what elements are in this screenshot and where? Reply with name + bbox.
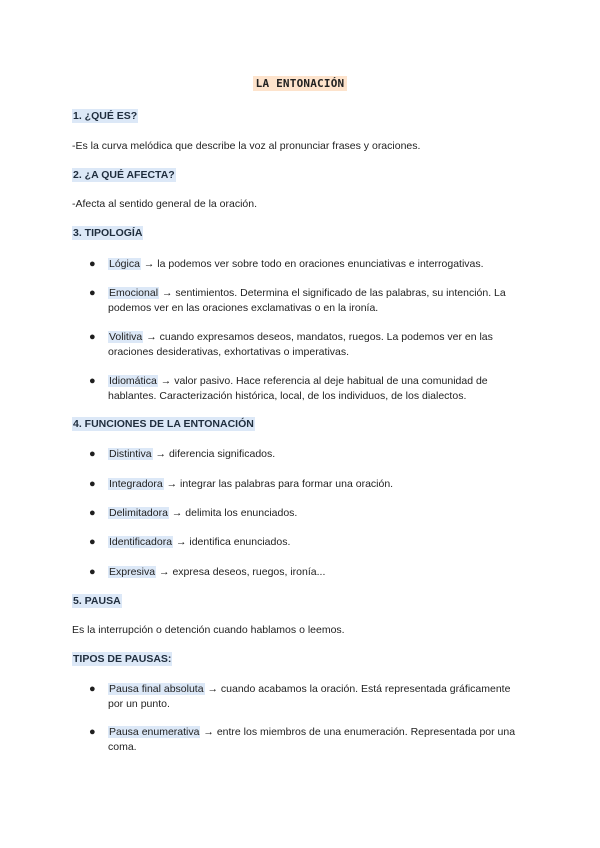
list-item-text: → delimita los enunciados. bbox=[168, 507, 298, 519]
bullet-icon: ● bbox=[89, 683, 96, 695]
section-heading-que-es: 1. ¿QUÉ ES? bbox=[73, 110, 138, 122]
section-heading-a-que-afecta: 2. ¿A QUÉ AFECTA? bbox=[73, 169, 175, 181]
list-item bbox=[89, 565, 528, 580]
list-item-text: → cuando expresamos deseos, mandatos, ruegos. La podemos ver en las oraciones desiderativas, exhortativas o imperativas. bbox=[108, 331, 493, 358]
list-item-text: → sentimientos. Determina el significado de las palabras, su intención. La podemos ver en las oraciones exclamativas o en la ironía. bbox=[108, 287, 506, 314]
bullet-icon: ● bbox=[89, 478, 96, 490]
list-item bbox=[89, 447, 528, 462]
list-item bbox=[89, 330, 528, 360]
bullet-icon: ● bbox=[89, 566, 96, 578]
list-item-text: → identifica enunciados. bbox=[173, 536, 291, 548]
bullet-icon: ● bbox=[89, 536, 96, 548]
list-item-term: Lógica bbox=[109, 258, 140, 270]
list-item bbox=[89, 477, 528, 492]
section-heading-tipologia: 3. TIPOLOGÍA bbox=[73, 227, 143, 239]
bullet-icon: ● bbox=[89, 287, 96, 299]
bullet-icon: ● bbox=[89, 375, 96, 387]
bullet-icon: ● bbox=[89, 448, 96, 460]
list-item-text: → diferencia significados. bbox=[152, 448, 276, 460]
list-item-text: → expresa deseos, ruegos, ironía... bbox=[156, 566, 326, 578]
list-item bbox=[89, 506, 528, 521]
list-item-text: → valor pasivo. Hace referencia al deje habitual de una comunidad de hablantes. Caracterización histórica, local, de los individuos, de los dialectos. bbox=[108, 375, 488, 402]
paragraph-que-es: -Es la curva melódica que describe la voz al pronunciar frases y oraciones. bbox=[72, 140, 421, 152]
paragraph-pausa: Es la interrupción o detención cuando hablamos o leemos. bbox=[72, 624, 345, 636]
document-title: LA ENTONACIÓN bbox=[0, 74, 600, 92]
list-item-term: Volitiva bbox=[109, 331, 143, 343]
list-item-term: Delimitadora bbox=[109, 507, 168, 519]
list-item bbox=[89, 682, 528, 712]
list-item-text: → entre los miembros de una enumeración. Representada por una coma. bbox=[108, 726, 516, 753]
list-item bbox=[89, 535, 528, 550]
list-item-term: Distintiva bbox=[109, 448, 152, 460]
list-item-text: → cuando acabamos la oración. Está representada gráficamente por un punto. bbox=[108, 683, 511, 710]
list-item-term: Identificadora bbox=[109, 536, 173, 548]
list-item-term: Emocional bbox=[109, 287, 159, 299]
list-item-text: → la podemos ver sobre todo en oraciones enunciativas e interrogativas. bbox=[140, 258, 484, 270]
bullet-icon: ● bbox=[89, 258, 96, 270]
list-item-text: → integrar las palabras para formar una oración. bbox=[163, 478, 394, 490]
list-item bbox=[89, 374, 528, 404]
list-item-term: Idiomática bbox=[109, 375, 157, 387]
list-item-term: Pausa enumerativa bbox=[109, 726, 200, 738]
list-item-term: Pausa final absoluta bbox=[109, 683, 204, 695]
paragraph-a-que-afecta: -Afecta al sentido general de la oración. bbox=[72, 198, 258, 210]
section-heading-pausa: 5. PAUSA bbox=[73, 595, 121, 607]
list-item-term: Expresiva bbox=[109, 566, 156, 578]
section-heading-tipos-de-pausas: TIPOS DE PAUSAS: bbox=[73, 653, 172, 665]
list-item bbox=[89, 286, 528, 316]
bullet-icon: ● bbox=[89, 507, 96, 519]
list-item bbox=[89, 725, 528, 755]
bullet-icon: ● bbox=[89, 726, 96, 738]
bullet-icon: ● bbox=[89, 331, 96, 343]
section-heading-funciones: 4. FUNCIONES DE LA ENTONACIÓN bbox=[73, 418, 254, 430]
list-item bbox=[89, 257, 528, 272]
list-item-term: Integradora bbox=[109, 478, 163, 490]
